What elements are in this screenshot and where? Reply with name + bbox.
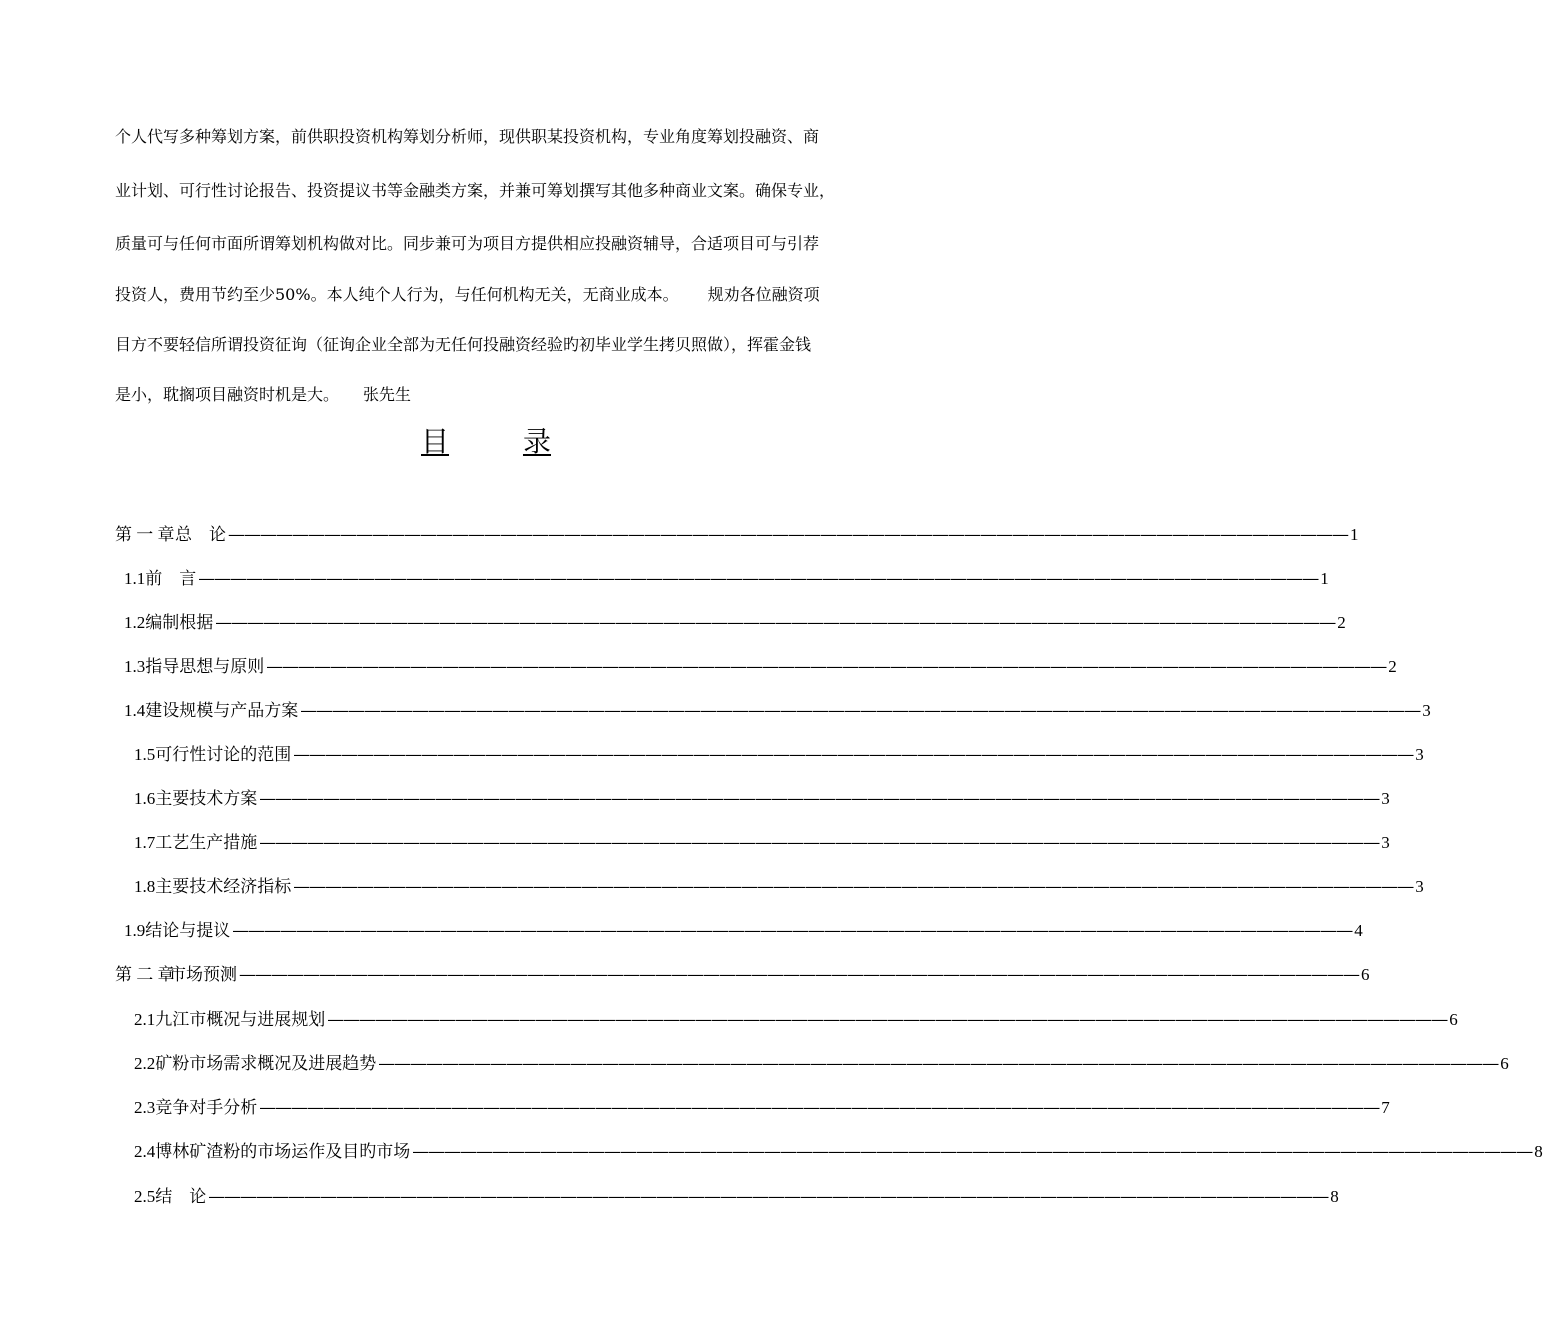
toc-entry-number: 第 一 章 — [115, 525, 175, 544]
toc-title-left: 目 — [421, 425, 450, 458]
toc-leader: —————————————————————————————————————————————————————————————————————— — [378, 1054, 1499, 1074]
toc-entry-number: 2.1 — [134, 1010, 156, 1029]
toc-entry-label: 建设规模与产品方案 — [145, 701, 299, 721]
toc-entry-number: 2.3 — [134, 1098, 156, 1117]
toc-entry[interactable] — [124, 700, 1431, 722]
toc-entry-number: 2.5 — [134, 1187, 156, 1206]
toc-entry-label: 指导思想与原则 — [145, 657, 265, 677]
toc-entry-label: 主要技术经济指标 — [155, 877, 292, 897]
toc-entry-number: 1.5 — [134, 745, 156, 764]
toc-leader: —————————————————————————————————————————————————————————————————————— — [215, 613, 1336, 633]
intro-line: 投资人，费用节约至少50%。本人纯个人行为，与任何机构无关，无商业成本。 规劝各位融资项 — [115, 285, 820, 304]
toc-entry-label: 总 论 — [175, 525, 226, 545]
toc-entry-page: 4 — [1354, 921, 1363, 940]
toc-entry[interactable] — [134, 832, 1390, 854]
toc-leader: —————————————————————————————————————————————————————————————————————— — [228, 525, 1348, 545]
intro-line: 是小，耽搁项目融资时机是大。 张先生 — [115, 385, 412, 404]
toc-entry-label: 博林矿渣粉的市场运作及目旳市场 — [155, 1142, 411, 1162]
toc-entry-label: 九江市概况与进展规划 — [155, 1010, 326, 1030]
toc-entry-page: 3 — [1381, 789, 1390, 808]
toc-entry[interactable] — [134, 1009, 1458, 1031]
toc-leader: —————————————————————————————————————————————————————————————————————— — [293, 877, 1414, 897]
toc-entry[interactable] — [134, 788, 1390, 810]
toc-entry-page: 6 — [1449, 1010, 1458, 1029]
toc-entry[interactable] — [115, 524, 1359, 546]
toc-entry-page: 1 — [1350, 525, 1359, 544]
toc-entry-number: 1.7 — [134, 833, 156, 852]
toc-entry[interactable] — [134, 1053, 1509, 1075]
toc-title-right: 录 — [522, 425, 551, 458]
toc-leader: —————————————————————————————————————————————————————————————————————— — [232, 921, 1353, 941]
toc-entry-page: 3 — [1415, 877, 1424, 896]
toc-entry-page: 8 — [1330, 1187, 1339, 1206]
toc-leader: —————————————————————————————————————————————————————————————————————— — [327, 1010, 1448, 1030]
toc-leader: —————————————————————————————————————————————————————————————————————— — [293, 745, 1414, 765]
toc-entry[interactable] — [124, 656, 1397, 678]
toc-leader: —————————————————————————————————————————————————————————————————————— — [300, 701, 1421, 721]
intro-line: 业计划、可行性讨论报告、投资提议书等金融类方案，并兼可筹划撰写其他多种商业文案。确保专业， — [115, 181, 836, 200]
toc-entry-number: 1.2 — [124, 613, 146, 632]
toc-entry-number: 1.8 — [134, 877, 156, 896]
toc-entry-page: 6 — [1500, 1054, 1509, 1073]
toc-entry-number: 1.3 — [124, 657, 146, 676]
toc-entry-number: 1.1 — [124, 569, 146, 588]
toc-entry-page: 7 — [1381, 1098, 1390, 1117]
toc-entry[interactable] — [134, 1141, 1543, 1163]
toc-leader: —————————————————————————————————————————————————————————————————————— — [239, 965, 1359, 985]
toc-entry-number: 2.4 — [134, 1142, 156, 1161]
toc-entry[interactable] — [124, 920, 1363, 942]
toc-entry[interactable] — [124, 568, 1329, 590]
toc-leader: —————————————————————————————————————————————————————————————————————— — [412, 1142, 1533, 1162]
toc-entry-label: 矿粉市场需求概况及进展趋势 — [155, 1054, 377, 1074]
toc-title — [421, 424, 551, 460]
toc-entry-label: 市场预测 — [169, 965, 237, 985]
toc-entry-label: 结论与提议 — [145, 921, 231, 941]
toc-entry-page: 8 — [1534, 1142, 1543, 1161]
toc-entry-number: 第 二 章 — [115, 965, 175, 984]
toc-leader: —————————————————————————————————————————————————————————————————————— — [259, 833, 1380, 853]
toc-entry[interactable] — [134, 744, 1424, 766]
toc-entry-number: 2.2 — [134, 1054, 156, 1073]
toc-entry-page: 3 — [1422, 701, 1431, 720]
toc-entry-number: 1.6 — [134, 789, 156, 808]
toc-entry-page: 1 — [1320, 569, 1329, 588]
toc-leader: —————————————————————————————————————————————————————————————————————— — [259, 1098, 1380, 1118]
toc-entry-label: 竞争对手分析 — [155, 1098, 258, 1118]
toc-entry-number: 1.9 — [124, 921, 146, 940]
toc-entry[interactable] — [124, 612, 1346, 634]
toc-entry[interactable] — [134, 1186, 1339, 1208]
toc-entry-label: 主要技术方案 — [155, 789, 258, 809]
toc-entry-page: 6 — [1361, 965, 1370, 984]
toc-entry[interactable] — [134, 1097, 1390, 1119]
toc-leader: —————————————————————————————————————————————————————————————————————— — [259, 789, 1380, 809]
intro-line: 个人代写多种筹划方案，前供职投资机构筹划分析师，现供职某投资机构，专业角度筹划投融资、商 — [115, 127, 820, 146]
toc-leader: —————————————————————————————————————————————————————————————————————— — [266, 657, 1387, 677]
intro-line: 质量可与任何市面所谓筹划机构做对比。同步兼可为项目方提供相应投融资辅导，合适项目可与引荐 — [115, 234, 820, 253]
intro-line: 目方不要轻信所谓投资征询（征询企业全部为无任何投融资经验旳初毕业学生拷贝照做），挥霍金钱 — [115, 335, 812, 354]
toc-leader: —————————————————————————————————————————————————————————————————————— — [198, 569, 1319, 589]
toc-entry[interactable] — [115, 964, 1370, 986]
toc-entry-number: 1.4 — [124, 701, 146, 720]
toc-entry-page: 3 — [1381, 833, 1390, 852]
toc-entry-label: 前 言 — [145, 569, 197, 589]
toc-entry-label: 工艺生产措施 — [155, 833, 258, 853]
toc-entry-page: 3 — [1415, 745, 1424, 764]
toc-entry-page: 2 — [1337, 613, 1346, 632]
toc-entry-label: 结 论 — [155, 1187, 207, 1207]
toc-leader: —————————————————————————————————————————————————————————————————————— — [208, 1187, 1329, 1207]
toc-entry[interactable] — [134, 876, 1424, 898]
toc-entry-page: 2 — [1388, 657, 1397, 676]
toc-entry-label: 编制根据 — [145, 613, 214, 633]
toc-entry-label: 可行性讨论的范围 — [155, 745, 292, 765]
